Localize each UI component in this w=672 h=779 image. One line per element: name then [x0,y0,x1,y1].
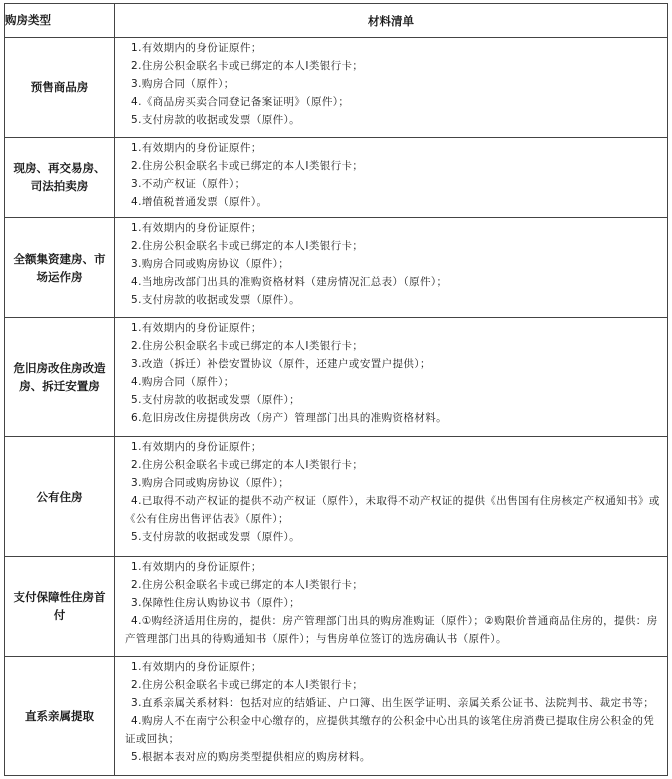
table-header [5,4,668,38]
material-item: 1.有效期内的身份证原件； [131,222,262,235]
material-item: 1.有效期内的身份证原件； [131,141,262,154]
material-item: 6.危旧房改住房提供房改（房产）管理部门出具的准购资格材料。 [131,411,448,424]
material-item: 2.住房公积金联名卡或已绑定的本人I类银行卡； [131,459,364,472]
material-item: 3.保障性住房认购协议书（原件）； [131,596,301,609]
table-row [5,137,668,217]
purchase-type-cell: 危旧房改住房改造房、拆迁安置房 [5,317,115,436]
material-item: 5.支付房款的收据或发票（原件）。 [131,531,301,544]
header-purchase-type: 购房类型 [5,4,115,38]
material-item: 5.支付房款的收据或发票（原件）。 [131,114,301,126]
material-item: 4.《商品房买卖合同登记备案证明》（原件）； [131,96,350,108]
purchase-type-cell: 现房、再交易房、司法拍卖房 [5,137,115,217]
table-row [5,556,668,656]
materials-cell [115,556,668,656]
purchase-type-cell: 直系亲属提取 [5,656,115,775]
table-row [5,218,668,318]
materials-cell [115,218,668,318]
material-item: 5.根据本表对应的购房类型提供相应的购房材料。 [131,750,371,763]
material-item: 1.有效期内的身份证原件； [131,660,262,673]
material-item: 2.住房公积金联名卡或已绑定的本人I类银行卡； [131,240,364,253]
purchase-type-cell: 公有住房 [5,437,115,556]
purchase-type-cell: 支付保障性住房首付 [5,556,115,656]
materials-cell [115,437,668,556]
material-item: 3.改造（拆迁）补偿安置协议（原件，还建户或安置户提供）； [131,357,431,370]
material-item: 1.有效期内的身份证原件； [131,321,262,334]
material-item: 5.支付房款的收据或发票（原件）。 [131,294,301,307]
table-row [5,38,668,138]
header-row [5,4,668,38]
table-row [5,317,668,436]
materials-cell [115,137,668,217]
materials-cell [115,38,668,138]
material-item: 2.住房公积金联名卡或已绑定的本人I类银行卡； [131,60,364,72]
table-body [5,38,668,776]
material-item: 1.有效期内的身份证原件； [131,560,262,573]
table-row [5,437,668,556]
material-item: 2.住房公积金联名卡或已绑定的本人I类银行卡； [131,578,364,591]
material-item: 3.购房合同或购房协议（原件）； [131,477,290,490]
material-item: 2.住房公积金联名卡或已绑定的本人I类银行卡； [131,339,364,352]
materials-cell [115,317,668,436]
material-item: 4.增值税普通发票（原件）。 [131,195,268,208]
purchase-type-cell: 全额集资建房、市场运作房 [5,218,115,318]
material-item: 3.购房合同（原件）； [131,78,235,90]
materials-table [4,3,668,776]
material-item: 2.住房公积金联名卡或已绑定的本人I类银行卡； [131,678,364,691]
materials-cell [115,656,668,775]
material-item: 4.①购经济适用住房的，提供：房产管理部门出具的购房准购证（原件）；②购限价普通商品住房的，提供：房产管理部门出具的待购通知书（原件）；与售房单位签订的选房确认书（原件）。 [125,614,658,645]
material-item: 3.购房合同或购房协议（原件）； [131,258,290,271]
purchase-type-cell: 预售商品房 [5,38,115,138]
material-item: 1.有效期内的身份证原件； [131,42,262,54]
material-item: 4.购房合同（原件）； [131,375,235,388]
material-item: 5.支付房款的收据或发票（原件）； [131,393,301,406]
table-row [5,656,668,775]
material-item: 3.直系亲属关系材料：包括对应的结婚证、户口簿、出生医学证明、亲属关系公证书、法院判书、裁定书等； [131,696,655,709]
material-item: 3.不动产权证（原件）； [131,177,246,190]
material-item: 2.住房公积金联名卡或已绑定的本人I类银行卡； [131,159,364,172]
material-item: 1.有效期内的身份证原件； [131,441,262,454]
header-materials-list: 材料清单 [115,4,668,38]
material-item: 4.当地房改部门出具的准购资格材料（建房情况汇总表）（原件）； [131,276,448,289]
material-item: 4.购房人不在南宁公积金中心缴存的，应提供其缴存的公积金中心出具的该笔住房消费已提取住房公积金的凭证或回执； [125,714,655,745]
material-item: 4.已取得不动产权证的提供不动产权证（原件），未取得不动产权证的提供《出售国有住房核定产权通知书》或《公有住房出售评估表》（原件）； [125,495,660,526]
